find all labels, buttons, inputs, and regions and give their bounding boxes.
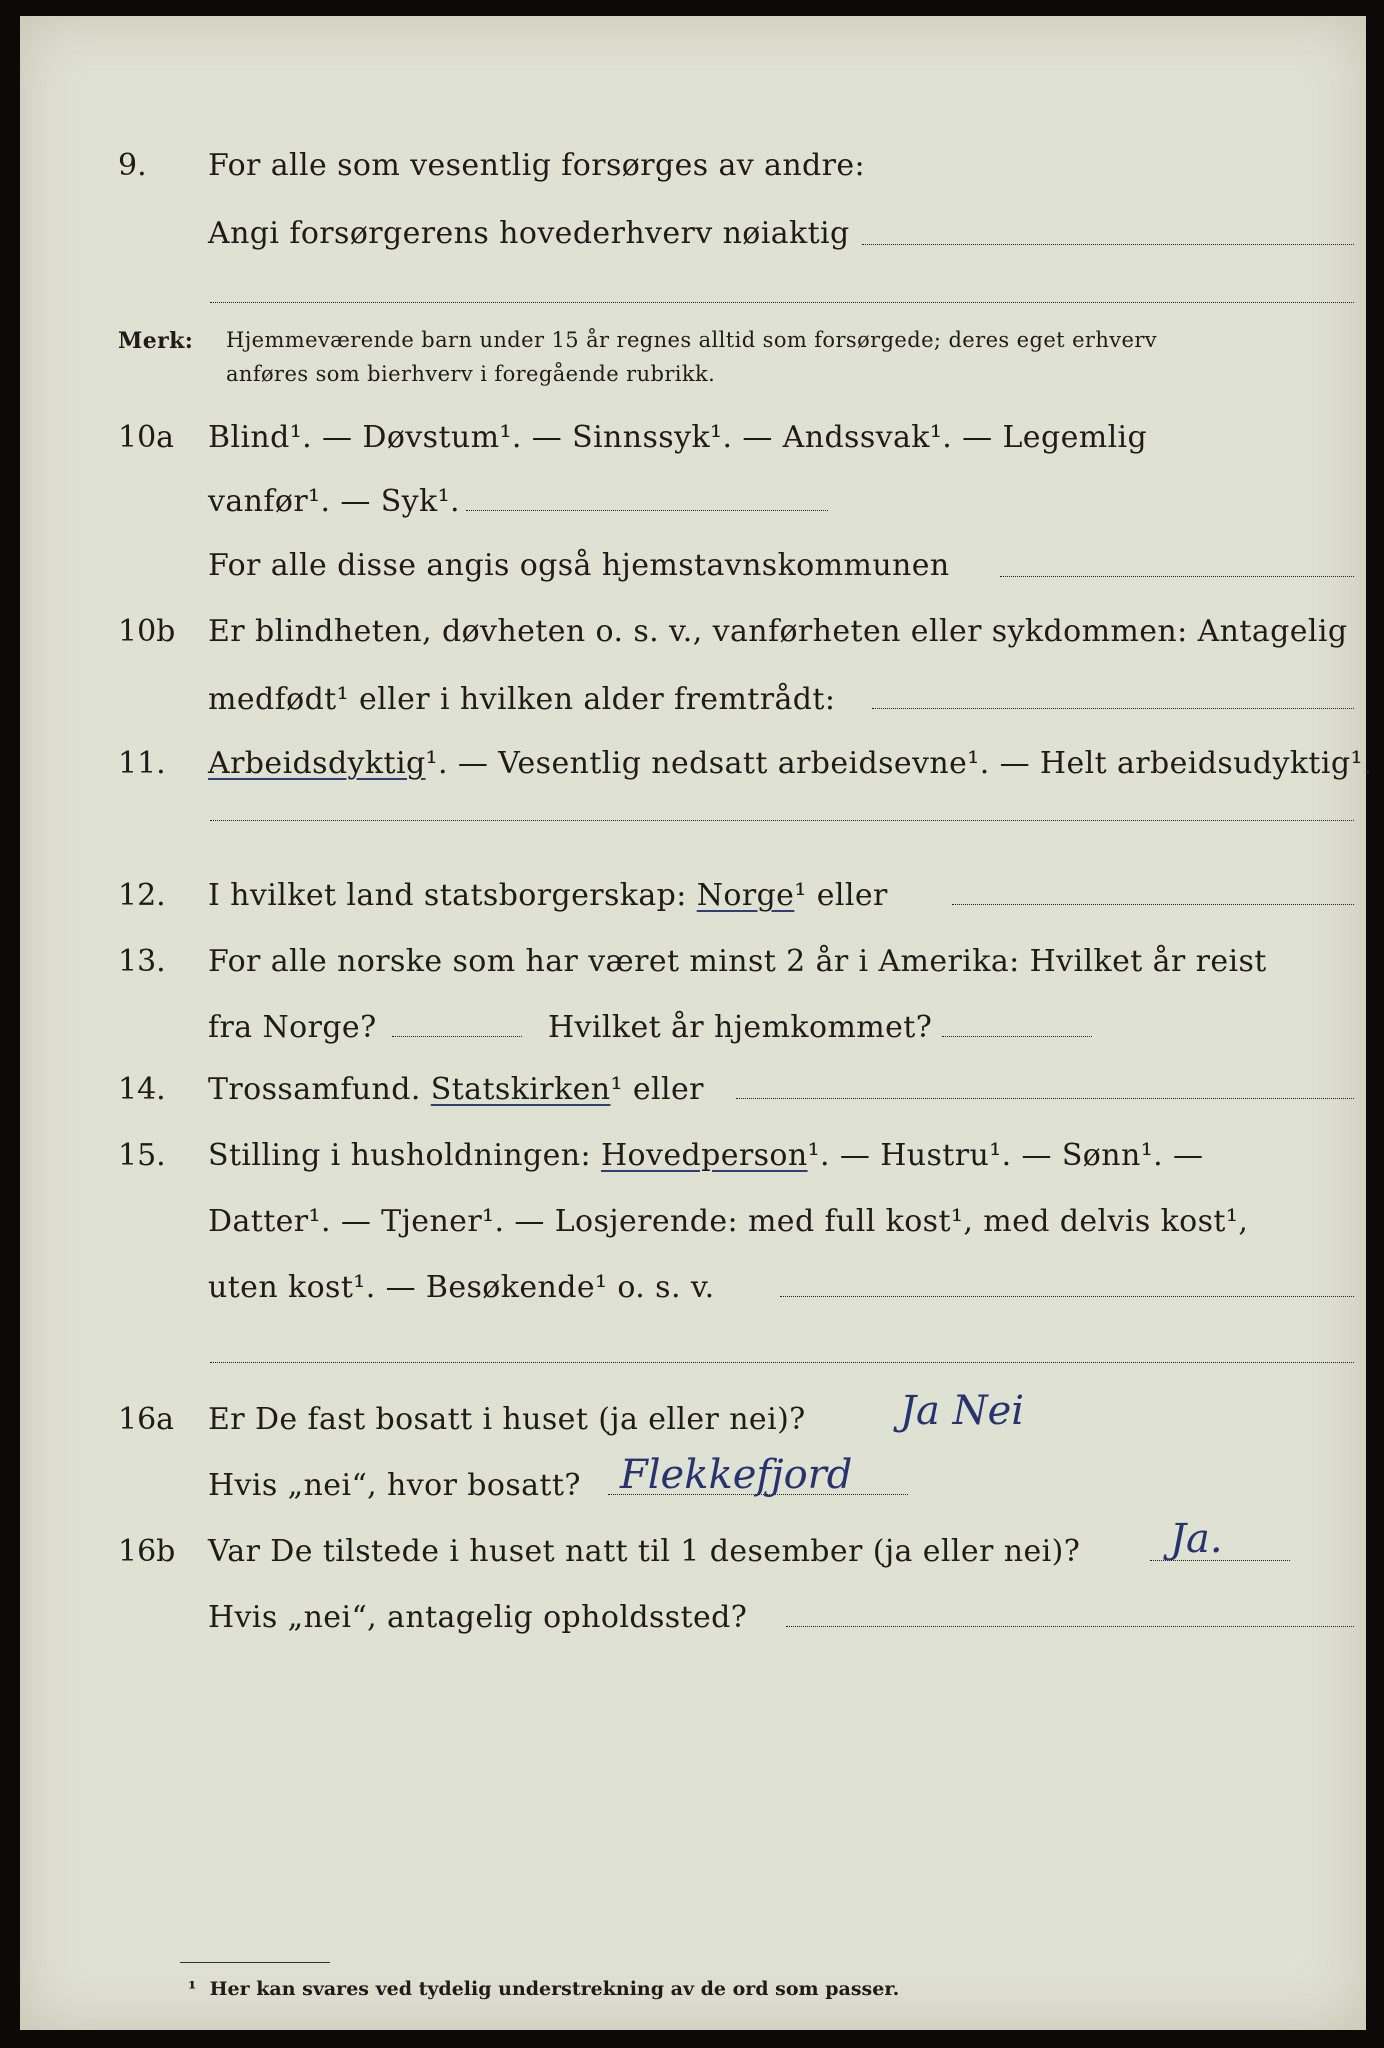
footnote-mark: ¹ — [188, 1978, 197, 2000]
q12-underlined-option: Norge — [696, 878, 795, 913]
q15-line2: Datter¹. — Tjener¹. — Losjerende: med full kost¹, med delvis kost¹, — [208, 1204, 1249, 1239]
q12-answer-line[interactable] — [952, 904, 1354, 905]
q16a-line2: Hvis „nei“, hvor bosatt? — [208, 1468, 581, 1503]
q9-answer-line[interactable] — [862, 244, 1354, 245]
q15-suffix: ¹. — Hustru¹. — Sønn¹. — — [807, 1138, 1204, 1173]
q11-answer-line[interactable] — [210, 820, 1354, 821]
q12-line — [208, 878, 888, 913]
q10a-answer-line[interactable] — [466, 510, 828, 511]
q14-number: 14. — [118, 1072, 166, 1107]
q16a-handwritten-place: Flekkefjord — [620, 1452, 853, 1498]
q9-answer-line-2[interactable] — [210, 302, 1354, 303]
q14-line — [208, 1072, 704, 1107]
census-form-page — [20, 16, 1373, 2030]
merk-line2: anføres som bierhverv i foregående rubrikk. — [226, 362, 716, 386]
footnote — [188, 1978, 899, 2000]
q10b-answer-line[interactable] — [872, 708, 1354, 709]
q14-answer-line[interactable] — [736, 1098, 1354, 1099]
q11-number: 11. — [118, 746, 166, 781]
q11-rest: ¹. — Vesentlig nedsatt arbeidsevne¹. — Helt arbeidsudyktig¹. — [425, 746, 1373, 781]
q15-prefix: Stilling i husholdningen: — [208, 1138, 601, 1173]
q13-hjemkommet-line[interactable] — [942, 1036, 1092, 1037]
q16b-number: 16b — [118, 1534, 176, 1569]
q12-suffix: ¹ eller — [794, 878, 888, 913]
q14-suffix: ¹ eller — [610, 1072, 704, 1107]
q13-reist-line[interactable] — [392, 1036, 522, 1037]
q10b-line1: Er blindheten, døvheten o. s. v., vanførheten eller sykdommen: Antagelig — [208, 614, 1348, 649]
q12-prefix: I hvilket land statsborgerskap: — [208, 878, 697, 913]
footnote-rule — [180, 1962, 330, 1963]
q15-answer-line-2[interactable] — [210, 1362, 1354, 1363]
q15-line3: uten kost¹. — Besøkende¹ o. s. v. — [208, 1270, 715, 1305]
q16b-line1: Var De tilstede i huset natt til 1 desember (ja eller nei)? — [208, 1534, 1081, 1569]
footnote-text: Her kan svares ved tydelig understrekning av de ord som passer. — [209, 1978, 900, 2000]
q12-number: 12. — [118, 878, 166, 913]
q10b-number: 10b — [118, 614, 176, 649]
q9-line1: For alle som vesentlig forsørges av andre: — [208, 148, 866, 183]
q16b-opholdssted-line[interactable] — [786, 1626, 1354, 1627]
q13-number: 13. — [118, 944, 166, 979]
q13-line2a: fra Norge? — [208, 1010, 377, 1045]
q14-prefix: Trossamfund. — [208, 1072, 431, 1107]
q15-line1 — [208, 1138, 1203, 1173]
q16b-handwritten-answer: Ja. — [1170, 1516, 1223, 1562]
q11-underlined-option: Arbeidsdyktig — [208, 746, 426, 781]
q10b-line2: medfødt¹ eller i hvilken alder fremtrådt: — [208, 682, 836, 717]
q9-line2: Angi forsørgerens hovederhverv nøiaktig — [208, 216, 850, 251]
q15-underlined-option: Hovedperson — [600, 1138, 808, 1173]
q13-line1: For alle norske som har været minst 2 år i Amerika: Hvilket år reist — [208, 944, 1267, 979]
q15-number: 15. — [118, 1138, 166, 1173]
q16b-line2: Hvis „nei“, antagelig opholdssted? — [208, 1600, 748, 1635]
q10a-number: 10a — [118, 420, 175, 455]
q10a-line3: For alle disse angis også hjemstavnskommunen — [208, 548, 950, 583]
merk-line1: Hjemmeværende barn under 15 år regnes alltid som forsørgede; deres eget erhverv — [226, 328, 1158, 352]
q9-number: 9. — [118, 148, 147, 183]
q16a-line1: Er De fast bosatt i huset (ja eller nei)? — [208, 1402, 806, 1437]
q10a-hjemstavn-line[interactable] — [1000, 576, 1354, 577]
q15-answer-line[interactable] — [780, 1296, 1354, 1297]
q11-line — [208, 746, 1373, 781]
q10a-line1: Blind¹. — Døvstum¹. — Sinnssyk¹. — Andssvak¹. — Legemlig — [208, 420, 1148, 455]
q16a-handwritten-answer: Ja Nei — [900, 1388, 1025, 1434]
q14-underlined-option: Statskirken — [430, 1072, 611, 1107]
q16a-number: 16a — [118, 1402, 175, 1437]
q13-line2b: Hvilket år hjemkommet? — [548, 1010, 933, 1045]
q10a-line2: vanfør¹. — Syk¹. — [208, 484, 460, 519]
merk-label: Merk: — [118, 328, 194, 354]
